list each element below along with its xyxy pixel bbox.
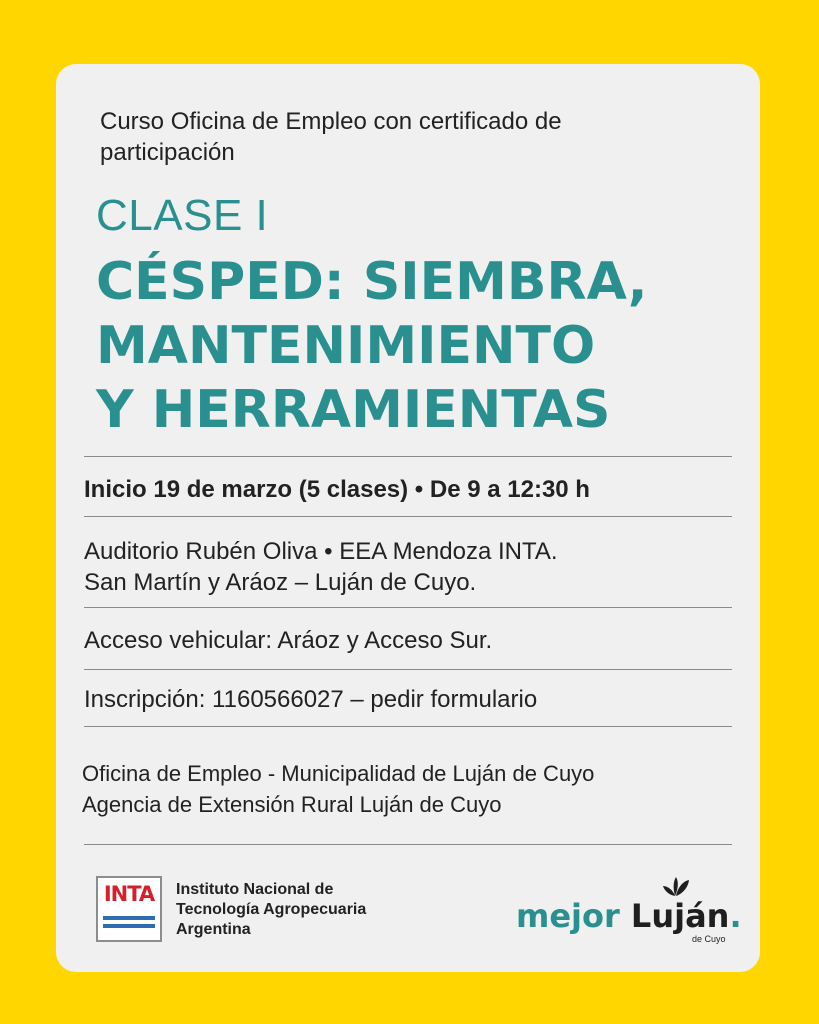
organizers: [82, 758, 732, 820]
inta-logo-text: INTA: [103, 882, 155, 906]
headline: [96, 250, 756, 442]
divider: [84, 516, 732, 517]
divider: [84, 456, 732, 457]
brand-word: mejor: [516, 897, 620, 935]
headline-line: Y HERRAMIENTAS: [96, 380, 611, 440]
brand-word: Luján: [630, 897, 730, 935]
organizer-line: Agencia de Extensión Rural Luján de Cuyo: [82, 792, 502, 817]
course-subtitle: Curso Oficina de Empleo con certificado de participación: [100, 108, 562, 166]
flyer-card: [56, 64, 760, 972]
leaf-icon: [662, 876, 690, 898]
inta-name-line: Tecnología Agropecuaria: [176, 901, 367, 918]
inta-logo-stripe: [103, 916, 155, 920]
divider: [84, 844, 732, 845]
inta-name-line: Instituto Nacional de: [176, 881, 334, 898]
registration-text: Inscripción: 1160566027 – pedir formulario: [84, 686, 538, 713]
organizer-line: Oficina de Empleo - Municipalidad de Luján de Cuyo: [82, 761, 595, 786]
headline-line: CÉSPED: SIEMBRA,: [96, 252, 648, 312]
brand-dot: .: [729, 897, 742, 935]
inta-logo: [96, 876, 162, 942]
access-text: Acceso vehicular: Aráoz y Acceso Sur.: [84, 627, 493, 654]
location-text: [84, 536, 732, 598]
headline-line: MANTENIMIENTO: [96, 316, 596, 376]
divider: [84, 607, 732, 608]
location-line: San Martín y Aráoz – Luján de Cuyo.: [84, 569, 477, 596]
brand-tagline: de Cuyo: [692, 934, 726, 944]
divider: [84, 726, 732, 727]
mejor-lujan-logo: [516, 896, 742, 936]
inta-logo-stripe: [103, 924, 155, 928]
inta-name-line: Argentina: [176, 921, 251, 938]
divider: [84, 669, 732, 670]
location-line: Auditorio Rubén Oliva • EEA Mendoza INTA.: [84, 538, 558, 565]
class-number: CLASE I: [96, 191, 269, 240]
inta-name: [176, 880, 366, 940]
schedule-text: Inicio 19 de marzo (5 clases) • De 9 a 12:30 h: [84, 476, 590, 503]
